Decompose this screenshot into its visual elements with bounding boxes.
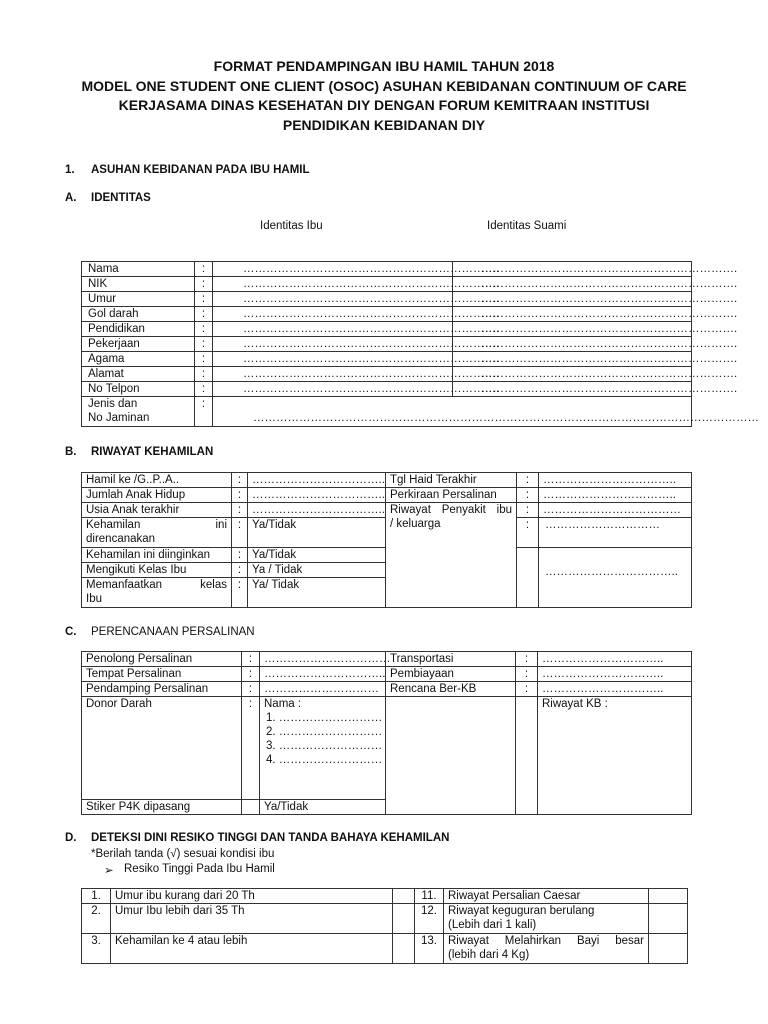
section-1-number: 1.: [65, 164, 75, 176]
riwayat-penyakit-field-1[interactable]: ………………………………: [539, 503, 692, 518]
colon: :: [516, 682, 538, 697]
empty-cell: [386, 697, 516, 815]
colon: :: [242, 652, 260, 667]
colon: :: [232, 518, 248, 548]
identitas-label: No Telpon: [82, 382, 195, 397]
stiker-value[interactable]: Ya/Tidak: [260, 800, 386, 815]
colon: :: [232, 563, 248, 578]
ibu-field[interactable]: ………………………………………………………….: [213, 292, 453, 307]
risk-number: 11.: [415, 889, 444, 904]
bullet-arrow-icon: ➢: [104, 865, 114, 877]
jenis-jaminan-label: Jenis dan No Jaminan: [82, 397, 195, 427]
section-a-heading: IDENTITAS: [91, 192, 151, 204]
colon: :: [195, 262, 213, 277]
title-line-2: MODEL ONE STUDENT ONE CLIENT (OSOC) ASUHAN KEBIDANAN CONTINUUM OF CARE: [81, 77, 687, 94]
risk-checkbox[interactable]: [393, 889, 415, 904]
tempat-label: Tempat Persalinan: [82, 667, 242, 682]
table-row: [82, 934, 688, 964]
pendamping-label: Pendamping Persalinan: [82, 682, 242, 697]
colon: :: [195, 352, 213, 367]
table-row: [82, 904, 688, 934]
risk-label: Umur ibu kurang dari 20 Th: [111, 889, 393, 904]
resiko-tinggi-table: [81, 888, 688, 964]
empty-cell: [242, 800, 260, 815]
colon: :: [232, 473, 248, 488]
identitas-suami-heading: Identitas Suami: [487, 220, 567, 232]
donor-darah-list[interactable]: Nama : 1. ……………………… 2. ……………………… 3. ……………………… 4. ………………………: [260, 697, 386, 800]
riwayat-colon-cell: [517, 548, 539, 608]
ibu-field[interactable]: ………………………………………………………….: [213, 322, 453, 337]
list-item[interactable]: 1. ………………………: [266, 712, 383, 724]
colon: :: [517, 473, 539, 488]
colon: :: [242, 697, 260, 800]
kehamilan-direncanakan-label: Kehamilan ini direncanakan: [82, 518, 232, 548]
suami-field[interactable]: ………………………………………………………….: [453, 352, 692, 367]
riwayat-kb-label[interactable]: Riwayat KB :: [538, 697, 692, 815]
tempat-field[interactable]: …………………………..: [260, 667, 386, 682]
table-row: [82, 367, 692, 382]
suami-field[interactable]: ………………………………………………………….: [453, 382, 692, 397]
section-d-heading: DETEKSI DINI RESIKO TINGGI DAN TANDA BAHAYA KEHAMILAN: [91, 832, 450, 844]
identitas-label: Gol darah: [82, 307, 195, 322]
usia-anak-label: Usia Anak terakhir: [82, 503, 232, 518]
mengikuti-kelas-label: Mengikuti Kelas Ibu: [82, 563, 232, 578]
risk-label: Riwayat keguguran berulang (Lebih dari 1 kali): [444, 904, 649, 934]
document-title: [0, 57, 768, 135]
riwayat-kehamilan-table: [81, 472, 692, 608]
table-row: [82, 292, 692, 307]
riwayat-penyakit-label: Riwayat Penyakit ibu / keluarga: [386, 503, 517, 608]
identitas-label: Pendidikan: [82, 322, 195, 337]
kehamilan-diinginkan-label: Kehamilan ini diinginkan: [82, 548, 232, 563]
colon: :: [232, 503, 248, 518]
colon: :: [516, 667, 538, 682]
ibu-field[interactable]: ………………………………………………………….: [213, 367, 453, 382]
colon: :: [195, 337, 213, 352]
riwayat-penyakit-field-3[interactable]: ……………………………..: [539, 548, 692, 608]
table-row: [82, 322, 692, 337]
kehamilan-diinginkan-value[interactable]: Ya/Tidak: [248, 548, 386, 563]
colon: :: [195, 292, 213, 307]
table-row: [82, 337, 692, 352]
transportasi-label: Transportasi: [386, 652, 516, 667]
suami-field[interactable]: ………………………………………………………….: [453, 292, 692, 307]
list-item[interactable]: 2. ………………………: [266, 726, 383, 738]
suami-field[interactable]: ………………………………………………………….: [453, 262, 692, 277]
penolong-label: Penolong Persalinan: [82, 652, 242, 667]
title-line-3: KERJASAMA DINAS KESEHATAN DIY DENGAN FORUM KEMITRAAN INSTITUSI: [118, 97, 650, 113]
identitas-label: Agama: [82, 352, 195, 367]
colon: :: [195, 277, 213, 292]
pembiayaan-field[interactable]: …………………………..: [538, 667, 692, 682]
pendamping-field[interactable]: …………………………: [260, 682, 386, 697]
risk-label: Kehamilan ke 4 atau lebih: [111, 934, 393, 964]
colon: :: [195, 307, 213, 322]
colon: :: [232, 578, 248, 608]
risk-checkbox[interactable]: [393, 904, 415, 934]
identitas-label: Nama: [82, 262, 195, 277]
risk-number: 13.: [415, 934, 444, 964]
rencana-kb-label: Rencana Ber-KB: [386, 682, 516, 697]
colon: :: [242, 667, 260, 682]
ibu-field[interactable]: ………………………………………………………….: [213, 382, 453, 397]
memanfaatkan-kelas-label: Memanfaatkan kelas Ibu: [82, 578, 232, 608]
jumlah-anak-label: Jumlah Anak Hidup: [82, 488, 232, 503]
table-row: [82, 277, 692, 292]
penolong-field[interactable]: ……………………………: [260, 652, 386, 667]
donor-darah-label: Donor Darah: [82, 697, 242, 800]
kehamilan-direncanakan-value[interactable]: Ya/Tidak: [248, 518, 386, 548]
section-b-letter: B.: [65, 446, 77, 458]
memanfaatkan-kelas-value[interactable]: Ya/ Tidak: [248, 578, 386, 608]
colon: :: [516, 652, 538, 667]
suami-field[interactable]: ………………………………………………………….: [453, 367, 692, 382]
suami-field[interactable]: ………………………………………………………….: [453, 322, 692, 337]
ibu-field[interactable]: ………………………………………………………….: [213, 307, 453, 322]
suami-field[interactable]: ………………………………………………………….: [453, 337, 692, 352]
jumlah-anak-field[interactable]: ……………………………..: [248, 488, 386, 503]
colon: :: [517, 518, 539, 548]
section-c-heading: PERENCANAAN PERSALINAN: [91, 626, 255, 638]
table-row: [82, 889, 688, 904]
colon: :: [232, 548, 248, 563]
table-row: [82, 397, 692, 427]
tgl-haid-label: Tgl Haid Terakhir: [386, 473, 517, 488]
risk-checkbox[interactable]: [649, 904, 688, 934]
mengikuti-kelas-value[interactable]: Ya / Tidak: [248, 563, 386, 578]
risk-number: 2.: [82, 904, 111, 934]
title-line-1: FORMAT PENDAMPINGAN IBU HAMIL TAHUN 2018: [213, 58, 555, 74]
risk-label: Riwayat Persalian Caesar: [444, 889, 649, 904]
usia-anak-field[interactable]: ……………………………..: [248, 503, 386, 518]
table-row: [82, 352, 692, 367]
risk-label: Umur Ibu lebih dari 35 Th: [111, 904, 393, 934]
section-1-heading: ASUHAN KEBIDANAN PADA IBU HAMIL: [91, 164, 310, 176]
risk-number: 12.: [415, 904, 444, 934]
colon: :: [195, 382, 213, 397]
suami-field[interactable]: ………………………………………………………….: [453, 307, 692, 322]
empty-cell: [516, 697, 538, 815]
list-item[interactable]: 3. ………………………: [266, 740, 383, 752]
perkiraan-label: Perkiraan Persalinan: [386, 488, 517, 503]
colon: :: [195, 322, 213, 337]
table-row: [82, 382, 692, 397]
stiker-label: Stiker P4K dipasang: [82, 800, 242, 815]
colon: :: [195, 397, 213, 427]
section-b-heading: RIWAYAT KEHAMILAN: [91, 446, 214, 458]
ibu-field[interactable]: ………………………………………………………….: [213, 277, 453, 292]
jenis-jaminan-field[interactable]: ……………………………………………………………………………………………………………………: [213, 397, 692, 427]
list-item[interactable]: 4. ………………………: [266, 754, 383, 766]
identitas-table: [81, 261, 759, 427]
title-line-4: PENDIDIKAN KEBIDANAN DIY: [282, 116, 486, 133]
colon: :: [242, 682, 260, 697]
section-d-note: *Berilah tanda (√) sesuai kondisi ibu: [91, 848, 275, 860]
risk-checkbox[interactable]: [649, 889, 688, 904]
colon: :: [517, 488, 539, 503]
identitas-label: Umur: [82, 292, 195, 307]
section-a-letter: A.: [65, 192, 77, 204]
hamil-ke-field[interactable]: ……………………………..: [248, 473, 386, 488]
risk-checkbox[interactable]: [393, 934, 415, 964]
table-row: [82, 262, 692, 277]
identitas-label: NIK: [82, 277, 195, 292]
tgl-haid-field[interactable]: ……………………………..: [539, 473, 692, 488]
resiko-tinggi-subheading: Resiko Tinggi Pada Ibu Hamil: [124, 863, 275, 875]
identitas-label: Alamat: [82, 367, 195, 382]
risk-number: 1.: [82, 889, 111, 904]
ibu-field[interactable]: ………………………………………………………….: [213, 337, 453, 352]
risk-checkbox[interactable]: [649, 934, 688, 964]
risk-number: 3.: [82, 934, 111, 964]
colon: :: [232, 488, 248, 503]
pembiayaan-label: Pembiayaan: [386, 667, 516, 682]
identitas-label: Pekerjaan: [82, 337, 195, 352]
hamil-ke-label: Hamil ke /G..P..A..: [82, 473, 232, 488]
section-c-letter: C.: [65, 626, 77, 638]
perencanaan-persalinan-table: [81, 651, 692, 815]
risk-label: Riwayat Melahirkan Bayi besar (lebih dari 4 Kg): [444, 934, 649, 964]
transportasi-field[interactable]: …………………………..: [538, 652, 692, 667]
ibu-field[interactable]: ………………………………………………………….: [213, 352, 453, 367]
identitas-ibu-heading: Identitas Ibu: [260, 220, 323, 232]
section-d-letter: D.: [65, 832, 77, 844]
colon: :: [517, 503, 539, 518]
ibu-field[interactable]: ………………………………………………………….: [213, 262, 453, 277]
perkiraan-field[interactable]: ……………………………..: [539, 488, 692, 503]
suami-field[interactable]: ………………………………………………………….: [453, 277, 692, 292]
riwayat-penyakit-field-2[interactable]: …………………………: [539, 518, 692, 548]
colon: :: [195, 367, 213, 382]
table-row: [82, 307, 692, 322]
rencana-kb-field[interactable]: …………………………..: [538, 682, 692, 697]
